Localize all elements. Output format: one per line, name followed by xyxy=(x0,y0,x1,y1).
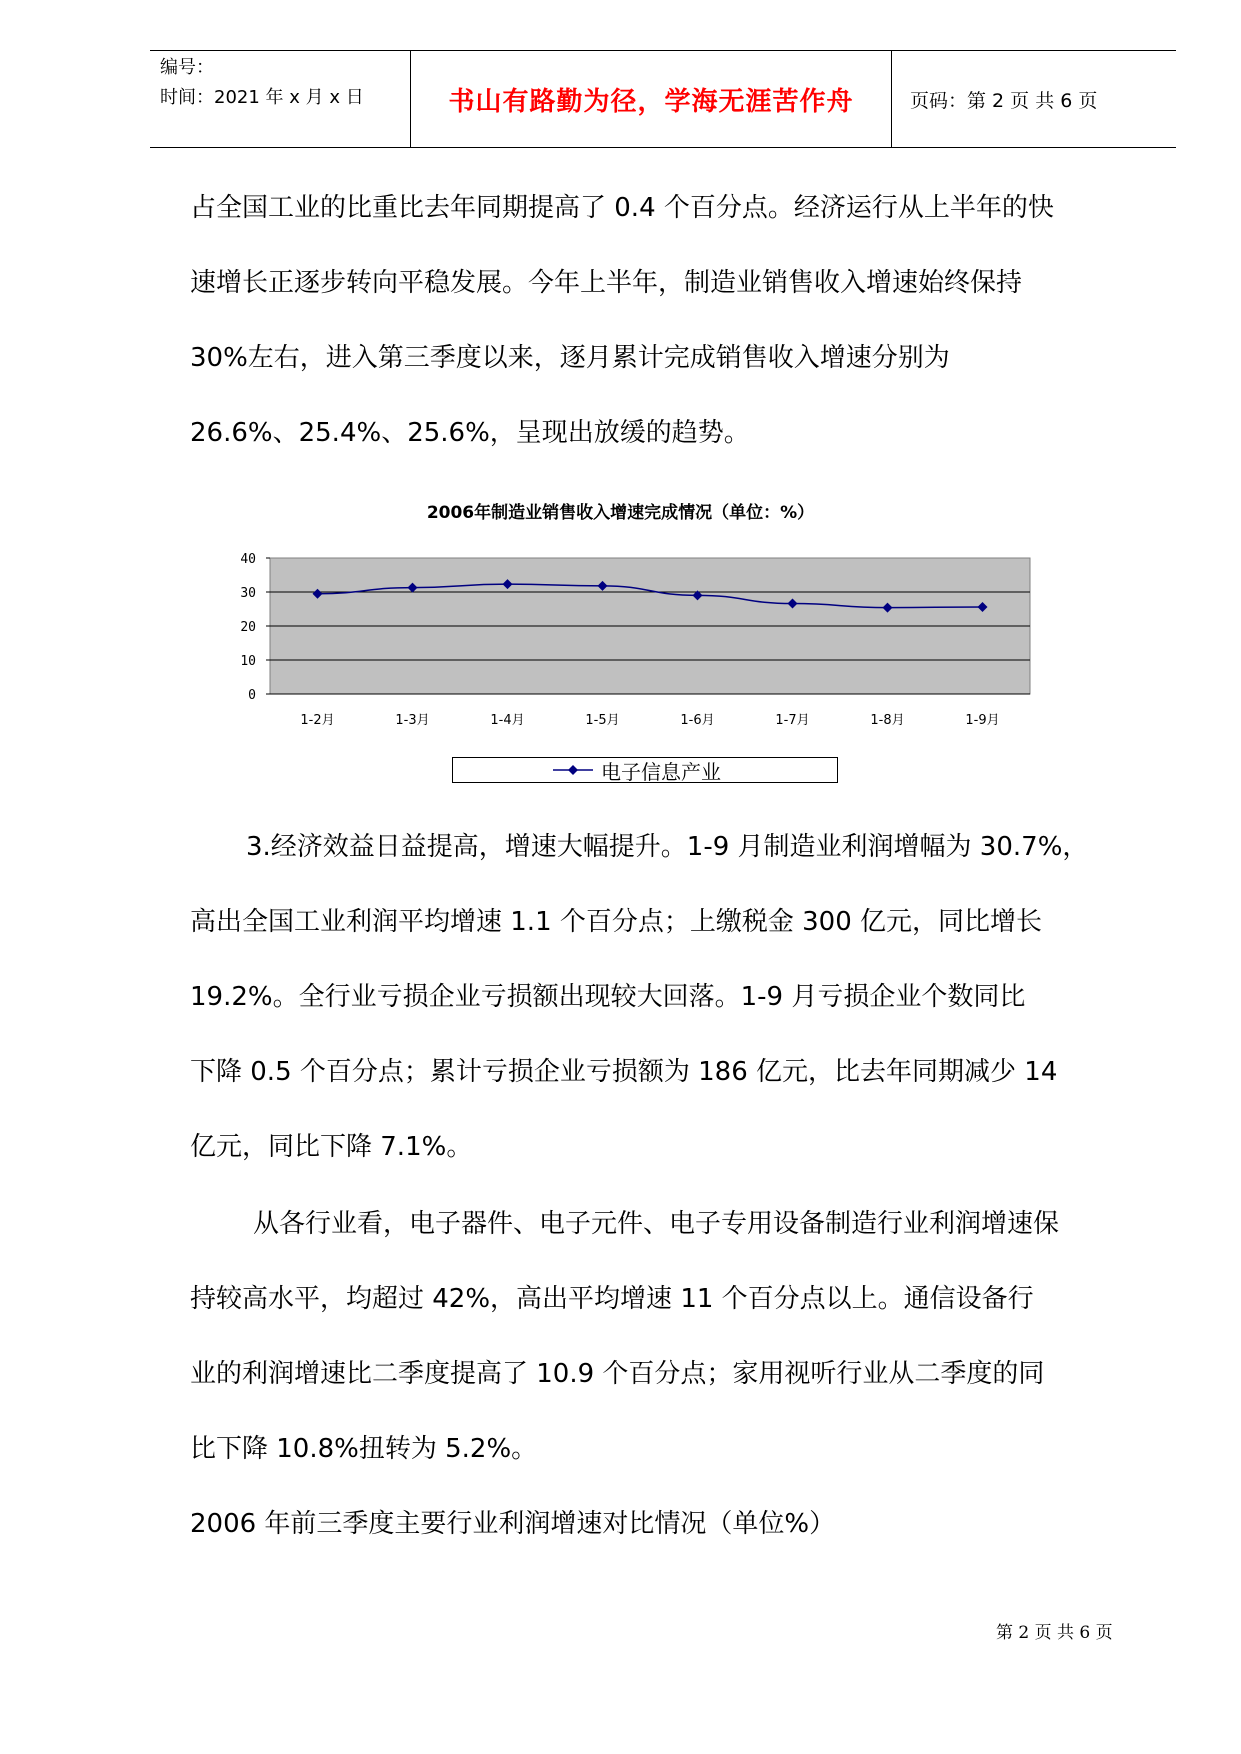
x-tick-label: 1-2月 xyxy=(300,713,335,728)
line-chart xyxy=(220,545,1040,735)
header-page-code: 页码：第 2 页 共 6 页 xyxy=(910,89,1098,112)
page-footer: 第 2 页 共 6 页 xyxy=(996,1623,1113,1643)
y-tick-label: 20 xyxy=(240,620,256,635)
x-tick-label: 1-6月 xyxy=(680,713,715,728)
text-line: 26.6%、25.4%、25.6%，呈现出放缓的趋势。 xyxy=(190,418,750,448)
doc-time-label: 时间：2021 年 x 月 x 日 xyxy=(160,87,364,108)
text-line: 19.2%。全行业亏损企业亏损额出现较大回落。1-9 月亏损企业个数同比 xyxy=(190,982,1026,1012)
paragraph-intro xyxy=(190,171,1150,471)
paragraph-industries xyxy=(190,1187,1150,1487)
table-caption xyxy=(190,1487,1150,1562)
header-motto-cell xyxy=(410,51,892,147)
chart-title: 2006年制造业销售收入增速完成情况（单位：%） xyxy=(426,503,815,523)
text-line: 亿元，同比下降 7.1%。 xyxy=(190,1132,473,1162)
table-caption-text: 2006 年前三季度主要行业利润增速对比情况（单位%） xyxy=(190,1509,836,1539)
header-motto: 书山有路勤为径，学海无涯苦作舟 xyxy=(448,86,854,117)
y-tick-label: 10 xyxy=(240,654,256,669)
paragraph-benefits xyxy=(190,810,1150,1185)
doc-number-label: 编号： xyxy=(160,57,214,78)
text-line: 速增长正逐步转向平稳发展。今年上半年，制造业销售收入增速始终保持 xyxy=(190,268,1023,298)
chart-legend xyxy=(452,757,838,783)
legend-line-marker-icon xyxy=(553,763,593,777)
x-tick-label: 1-4月 xyxy=(490,713,525,728)
text-line: 业的利润增速比二季度提高了 10.9 个百分点；家用视听行业从二季度的同 xyxy=(190,1359,1045,1389)
text-line: 占全国工业的比重比去年同期提高了 0.4 个百分点。经济运行从上半年的快 xyxy=(190,193,1054,223)
y-tick-label: 40 xyxy=(240,552,256,567)
y-tick-label: 0 xyxy=(248,688,256,703)
text-line: 比下降 10.8%扭转为 5.2%。 xyxy=(190,1434,538,1464)
text-line: 持较高水平，均超过 42%，高出平均增速 11 个百分点以上。通信设备行 xyxy=(190,1284,1034,1314)
x-tick-label: 1-3月 xyxy=(395,713,430,728)
text-line: 30%左右，进入第三季度以来，逐月累计完成销售收入增速分别为 xyxy=(190,343,950,373)
x-tick-label: 1-7月 xyxy=(775,713,810,728)
text-line: 从各行业看，电子器件、电子元件、电子专用设备制造行业利润增速保 xyxy=(253,1209,1060,1239)
text-line: 下降 0.5 个百分点；累计亏损企业亏损额为 186 亿元，比去年同期减少 14 xyxy=(190,1057,1058,1087)
x-tick-label: 1-9月 xyxy=(965,713,1000,728)
x-tick-label: 1-5月 xyxy=(585,713,620,728)
text-line: 3.经济效益日益提高，增速大幅提升。1-9 月制造业利润增幅为 30.7%， xyxy=(246,832,1089,862)
y-tick-label: 30 xyxy=(240,586,256,601)
x-tick-label: 1-8月 xyxy=(870,713,905,728)
header-meta xyxy=(150,51,410,147)
legend-label: 电子信息产业 xyxy=(601,759,721,784)
text-line: 高出全国工业利润平均增速 1.1 个百分点；上缴税金 300 亿元，同比增长 xyxy=(190,907,1043,937)
page-header xyxy=(150,50,1176,148)
